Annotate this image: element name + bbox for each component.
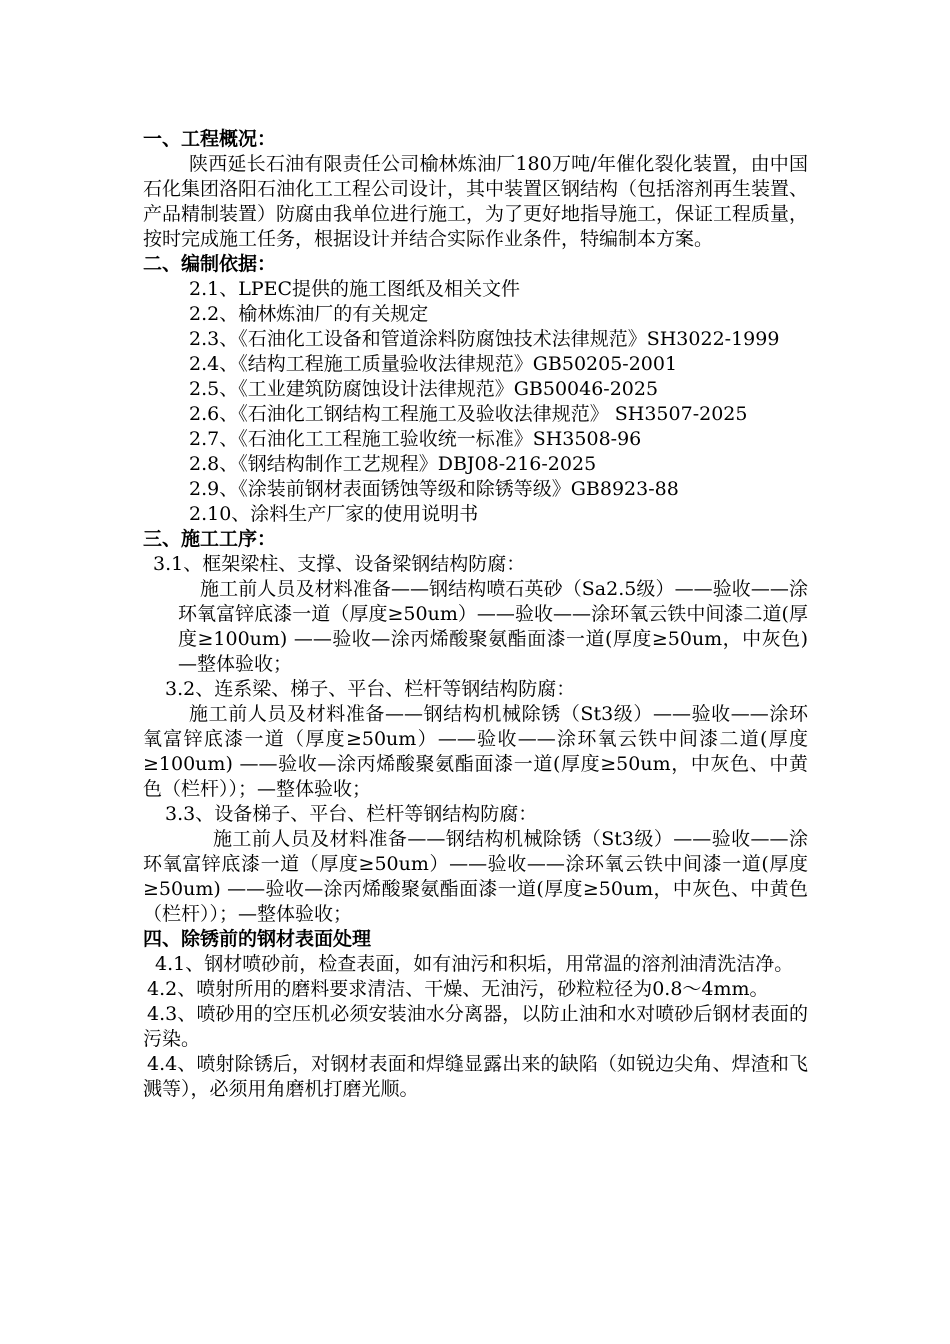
basis-item: 2.1、LPEC提供的施工图纸及相关文件 [189, 278, 521, 300]
surface-item: 4.4、喷射除锈后，对钢材表面和焊缝显露出来的缺陷（如锐边尖角、焊渣和飞溅等），必须用角磨机打磨光顺。 [143, 1053, 808, 1100]
section-4-heading: 四、除锈前的钢材表面处理 [143, 928, 372, 950]
section-2-heading: 二、编制依据： [143, 253, 277, 275]
subsection-3-1-paragraph: 施工前人员及材料准备——钢结构喷石英砂（Sa2.5级）——验收——涂环氧富锌底漆一道（厚度≥50um）——验收——涂环氧云铁中间漆二道(厚度≥100um) ——验收—涂丙烯酸聚氨酯面漆一道(厚度≥50um，中灰色) —整体验收； [178, 578, 808, 675]
basis-item: 2.4、《结构工程施工质量验收法律规范》GB50205-2001 [189, 353, 678, 375]
basis-item: 2.9、《涂装前钢材表面锈蚀等级和除锈等级》GB8923-88 [189, 478, 679, 500]
subsection-3-2-heading: 3.2、连系梁、梯子、平台、栏杆等钢结构防腐： [165, 678, 576, 700]
subsection-3-2-paragraph: 施工前人员及材料准备——钢结构机械除锈（St3级）——验收——涂环氧富锌底漆一道（厚度≥50um）——验收——涂环氧云铁中间漆二道(厚度≥100um) ——验收—涂丙烯酸聚氨酯面漆一道(厚度≥50um，中灰色、中黄色（栏杆））；—整体验收； [143, 703, 808, 800]
subsection-3-1-heading: 3.1、框架梁柱、支撑、设备梁钢结构防腐： [153, 553, 526, 575]
basis-item: 2.6、《石油化工钢结构工程施工及验收法律规范》 SH3507-2025 [189, 403, 748, 425]
basis-item: 2.5、《工业建筑防腐蚀设计法律规范》GB50046-2025 [189, 378, 659, 400]
subsection-3-1-block [143, 577, 808, 677]
basis-item: 2.3、《石油化工设备和管道涂料防腐蚀技术法律规范》SH3022-1999 [189, 328, 780, 350]
subsection-3-3-heading: 3.3、设备梯子、平台、栏杆等钢结构防腐： [165, 803, 538, 825]
surface-item: 4.1、钢材喷砂前，检查表面，如有油污和积垢，用常温的溶剂油清洗洁净。 [155, 953, 794, 975]
section-1-paragraph: 陕西延长石油有限责任公司榆林炼油厂180万吨/年催化裂化装置，由中国石化集团洛阳石油化工工程公司设计，其中装置区钢结构（包括溶剂再生装置、产品精制装置）防腐由我单位进行施工，为了更好地指导施工，保证工程质量，按时完成施工任务，根据设计并结合实际作业条件，特编制本方案。 [143, 153, 809, 250]
basis-item: 2.7、《石油化工工程施工验收统一标准》SH3508-96 [189, 428, 642, 450]
section-3-heading: 三、施工工序： [143, 528, 277, 550]
subsection-3-3-paragraph: 施工前人员及材料准备——钢结构机械除锈（St3级）——验收——涂环氧富锌底漆一道（厚度≥50um）——验收——涂环氧云铁中间漆一道(厚度≥50um) ——验收—涂丙烯酸聚氨酯面漆一道(厚度≥50um，中灰色、中黄色（栏杆））；—整体验收； [143, 828, 808, 925]
surface-item: 4.2、喷射所用的磨料要求清洁、干燥、无油污，砂粒粒径为0.8～4mm。 [147, 978, 769, 1000]
basis-item: 2.10、涂料生产厂家的使用说明书 [189, 503, 479, 525]
surface-item: 4.3、喷砂用的空压机必须安装油水分离器，以防止油和水对喷砂后钢材表面的污染。 [143, 1003, 808, 1050]
section-1-heading: 一、工程概况： [143, 128, 277, 150]
basis-item: 2.8、《钢结构制作工艺规程》DBJ08-216-2025 [189, 453, 597, 475]
document-body [143, 127, 808, 1102]
basis-item: 2.2、榆林炼油厂的有关规定 [189, 303, 429, 325]
